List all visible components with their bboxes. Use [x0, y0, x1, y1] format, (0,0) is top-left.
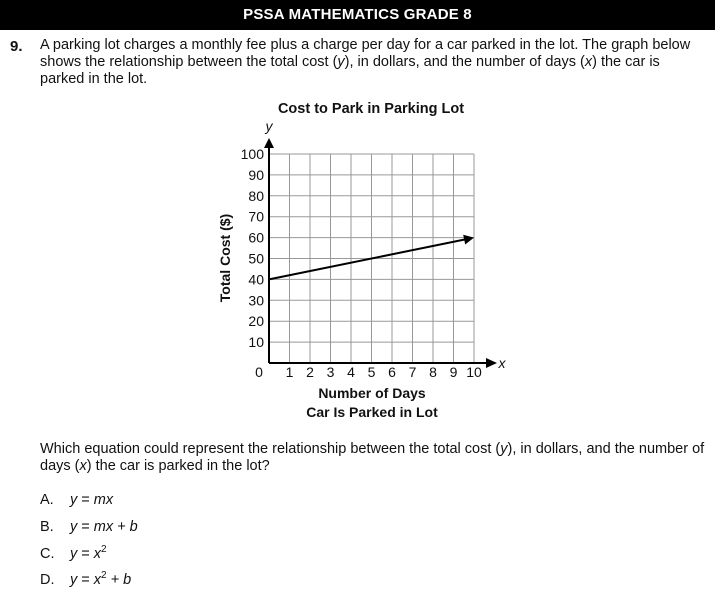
x-tick-label: 3: [326, 364, 335, 380]
choice-eq: =: [77, 545, 94, 562]
choice-eq: =: [77, 491, 94, 508]
y-tick-label: 10: [248, 334, 264, 351]
x-axis-arrow: [486, 358, 497, 368]
prompt-var-y: y: [500, 441, 508, 457]
chart-tick-labels: [241, 146, 482, 380]
x-tick-label: 2: [306, 364, 314, 380]
choice-sup: 2: [101, 544, 107, 555]
stem-text-2: ), in dollars, and the number of days (: [344, 54, 585, 70]
choice-lhs: y: [70, 518, 78, 535]
x-tick-label: 4: [347, 364, 355, 380]
choice-rhs: mx: [93, 491, 114, 508]
x-axis-label-line2: Car Is Parked in Lot: [306, 404, 438, 420]
x-tick-label: 1: [285, 364, 294, 380]
y-tick-label: 60: [248, 229, 264, 246]
choice-tail: + b: [113, 518, 138, 535]
choice-eq: =: [77, 571, 94, 588]
chart-title: Cost to Park in Parking Lot: [277, 101, 465, 117]
stem-text-1: A parking lot charges a monthly fee plus a charge per day for a car parked in the lot. The graph below shows the relationship between the total cost (: [40, 37, 691, 70]
question-number: 9.: [10, 38, 23, 55]
x-tick-label: 5: [367, 364, 376, 380]
stem-text-3: ) the car is parked in the lot.: [40, 54, 660, 87]
prompt-var-x: x: [79, 458, 87, 474]
choice-lhs: y: [70, 545, 78, 562]
choice-d[interactable]: [40, 570, 131, 588]
y-axis-variable: y: [265, 118, 273, 134]
choice-lhs: y: [70, 571, 78, 588]
chart-axes: [264, 118, 507, 371]
y-tick-label: 70: [248, 208, 264, 225]
choice-b[interactable]: [40, 517, 138, 535]
y-tick-label: 100: [240, 146, 264, 162]
x-tick-label: 8: [429, 364, 437, 380]
y-tick-label: 90: [248, 166, 264, 183]
series-arrow: [463, 235, 474, 245]
prompt-text-2: ), in dollars, and the number of days (: [40, 441, 705, 474]
choice-letter: B.: [40, 518, 54, 535]
y-axis-label: Total Cost ($): [217, 213, 233, 303]
x-tick-label: 10: [466, 364, 482, 380]
x-tick-label: 6: [388, 364, 396, 380]
choice-letter: C.: [40, 545, 55, 562]
prompt-text-1: Which equation could represent the relationship between the total cost (: [40, 441, 501, 457]
choice-lhs: y: [70, 491, 78, 508]
choice-eq: =: [77, 518, 94, 535]
choice-tail: + b: [106, 571, 132, 588]
x-tick-label: 9: [449, 364, 458, 380]
origin-label: 0: [255, 364, 263, 380]
choice-rhs: mx: [93, 518, 114, 535]
series-line: [269, 239, 467, 279]
stem-var-y: y: [337, 54, 345, 70]
choice-sup: 2: [101, 570, 107, 581]
choice-letter: D.: [40, 571, 55, 588]
y-tick-label: 40: [248, 271, 264, 288]
choice-rhs: x: [93, 545, 102, 562]
choice-letter: A.: [40, 491, 54, 508]
y-tick-label: 30: [248, 292, 264, 309]
question-prompt: [40, 441, 708, 475]
header-title: PSSA MATHEMATICS GRADE 8: [243, 6, 472, 23]
choice-a[interactable]: [40, 490, 113, 508]
x-tick-label: 7: [408, 364, 417, 380]
choice-rhs: x: [93, 571, 102, 588]
y-axis-arrow: [264, 138, 274, 148]
y-tick-label: 20: [248, 313, 264, 330]
y-tick-label: 50: [248, 250, 264, 267]
x-axis-label-line1: Number of Days: [318, 385, 426, 401]
y-tick-label: 80: [248, 187, 264, 204]
stem-var-x: x: [584, 54, 593, 70]
x-axis-variable: x: [498, 355, 506, 371]
prompt-text-3: ) the car is parked in the lot?: [86, 458, 270, 474]
choice-c[interactable]: [40, 544, 107, 562]
